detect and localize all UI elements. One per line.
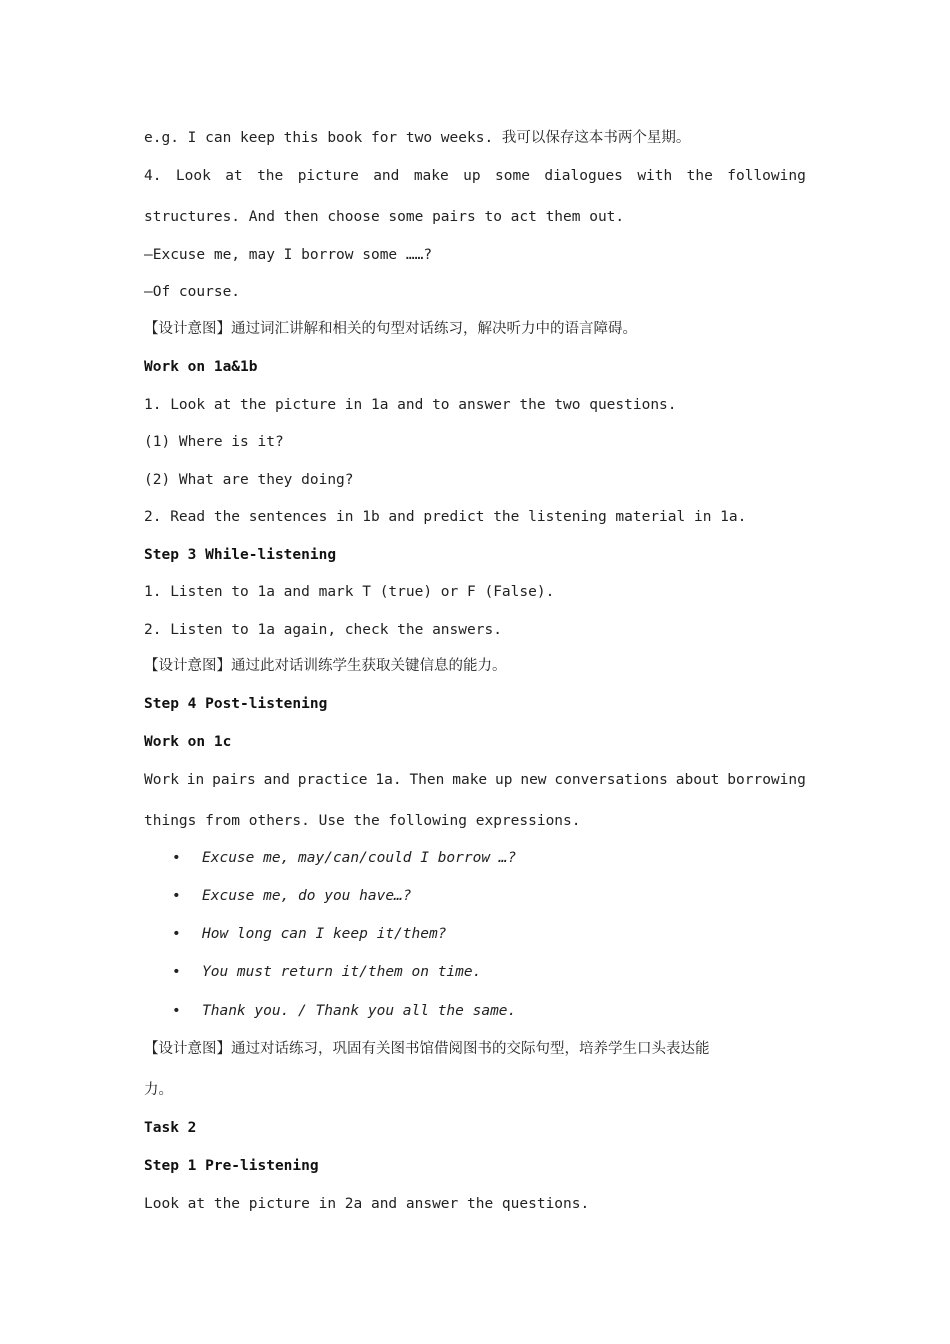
- listening-item-2: 2. Listen to 1a again, check the answers.: [144, 622, 502, 638]
- instruction-4-line-2: structures. And then choose some pairs to act them out.: [144, 209, 625, 225]
- section-heading-step-4: Step 4 Post-listening: [144, 696, 328, 712]
- word: new: [520, 772, 547, 788]
- word: the: [686, 168, 713, 184]
- section-heading-step-1: Step 1 Pre-listening: [144, 1158, 319, 1174]
- word: following: [727, 168, 806, 184]
- bullet-icon: •: [172, 964, 181, 980]
- word: the: [257, 168, 284, 184]
- word: Look: [175, 168, 211, 184]
- bullet-icon: •: [172, 926, 181, 942]
- expression-text: Excuse me, do you have…?: [202, 888, 412, 904]
- word: 4.: [144, 168, 162, 184]
- word: up: [463, 168, 481, 184]
- word: about: [675, 772, 720, 788]
- word: conversations: [554, 772, 668, 788]
- bullet-icon: •: [172, 850, 181, 866]
- pre-listening-instruction: Look at the picture in 2a and answer the questions.: [144, 1196, 590, 1212]
- section-heading-step-3: Step 3 While-listening: [144, 547, 337, 563]
- design-intent-2: 【设计意图】通过此对话训练学生获取关键信息的能力。: [144, 658, 507, 674]
- section-heading-work-1a-1b: Work on 1a&1b: [144, 359, 258, 375]
- expression-text: How long can I keep it/them?: [202, 926, 447, 942]
- work-1c-line-2: things from others. Use the following expressions.: [144, 813, 581, 829]
- bullet-icon: •: [172, 1003, 181, 1019]
- design-intent-1: 【设计意图】通过词汇讲解和相关的句型对话练习，解决听力中的语言障碍。: [144, 321, 637, 337]
- listening-item-1: 1. Listen to 1a and mark T (true) or F (False).: [144, 584, 555, 600]
- word: picture: [297, 168, 359, 184]
- expression-list-item: [172, 962, 481, 982]
- word: at: [225, 168, 243, 184]
- word: make: [413, 168, 449, 184]
- word: borrowing: [727, 772, 806, 788]
- expression-list-item: [172, 848, 516, 868]
- expression-text: Excuse me, may/can/could I borrow …?: [202, 850, 517, 866]
- task-item-2: 2. Read the sentences in 1b and predict the listening material in 1a.: [144, 509, 747, 525]
- word: practice: [297, 772, 368, 788]
- word: and: [373, 168, 400, 184]
- expression-list-item: [172, 1001, 516, 1021]
- design-intent-3-line-2: 力。: [144, 1082, 173, 1098]
- word: some: [495, 168, 530, 184]
- word: 1a.: [375, 772, 402, 788]
- word: Then: [409, 772, 445, 788]
- word: Work: [144, 772, 179, 788]
- question-2: (2) What are they doing?: [144, 472, 354, 488]
- word: dialogues: [544, 168, 623, 184]
- work-1c-line-1: [144, 770, 806, 790]
- bullet-icon: •: [172, 888, 181, 904]
- word: make: [452, 772, 488, 788]
- section-heading-task-2: Task 2: [144, 1120, 197, 1136]
- instruction-4-line-1: [144, 166, 806, 186]
- word: pairs: [212, 772, 256, 788]
- expression-text: You must return it/them on time.: [202, 964, 482, 980]
- word: with: [637, 168, 673, 184]
- section-heading-work-1c: Work on 1c: [144, 734, 232, 750]
- word: and: [263, 772, 290, 788]
- task-item-1: 1. Look at the picture in 1a and to answer the two questions.: [144, 397, 677, 413]
- word: up: [495, 772, 513, 788]
- question-1: (1) Where is it?: [144, 434, 284, 450]
- example-sentence: e.g. I can keep this book for two weeks. 我可以保存这本书两个星期。: [144, 130, 691, 146]
- expression-list-item: [172, 924, 446, 944]
- dialogue-line-1: —Excuse me, may I borrow some ……?: [144, 247, 433, 263]
- design-intent-3-line-1: 【设计意图】通过对话练习，巩固有关图书馆借阅图书的交际句型，培养学生口头表达能: [144, 1041, 710, 1057]
- expression-list-item: [172, 886, 412, 906]
- expression-text: Thank you. / Thank you all the same.: [202, 1003, 517, 1019]
- word: in: [186, 772, 205, 788]
- dialogue-line-2: —Of course.: [144, 284, 241, 300]
